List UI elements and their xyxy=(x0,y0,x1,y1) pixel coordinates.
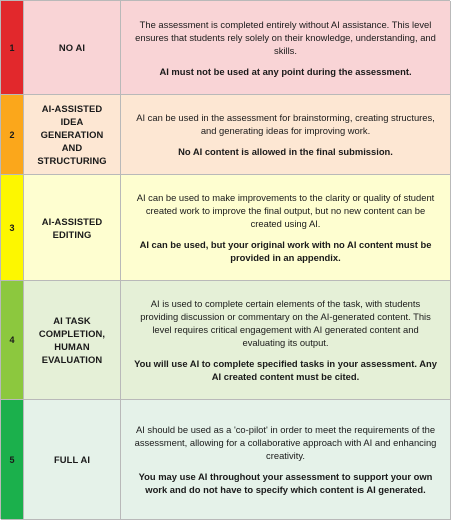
level-name-cell: AI-ASSISTED IDEA GENERATION AND STRUCTURING xyxy=(24,95,121,174)
level-description: AI should be used as a 'co-pilot' in order to meet the requirements of the assessment, allowing for a collaborative approach with AI and enhancing creativity. xyxy=(134,424,437,461)
level-name-cell: AI-ASSISTED EDITING xyxy=(24,175,121,280)
level-name-cell: AI TASK COMPLETION, HUMAN EVALUATION xyxy=(24,281,121,399)
level-description: AI is used to complete certain elements of the task, with students providing discussion or commentary on the AI-generated content. This level requires critical engagement with AI generated content and evaluating its output. xyxy=(140,298,431,348)
level-rule: You may use AI throughout your assessment to support your own work and do not have to specify which content is AI generated. xyxy=(138,471,433,495)
level-number-cell: 3 xyxy=(1,175,24,280)
level-rule: You will use AI to complete specified tasks in your assessment. Any AI created content must be cited. xyxy=(134,358,437,382)
level-number-cell: 1 xyxy=(1,1,24,94)
level-row-1 xyxy=(1,1,451,95)
level-name-cell: FULL AI xyxy=(24,400,121,519)
level-description-cell xyxy=(121,1,451,94)
level-description-cell xyxy=(121,95,451,174)
level-rule: AI must not be used at any point during the assessment. xyxy=(159,65,412,77)
level-row-2 xyxy=(1,95,451,175)
level-row-3 xyxy=(1,175,451,281)
level-number-cell: 5 xyxy=(1,400,24,519)
level-row-5 xyxy=(1,400,451,520)
level-description: The assessment is completed entirely without AI assistance. This level ensures that students rely solely on their knowledge, understanding, and skills. xyxy=(135,18,436,56)
level-rule: No AI content is allowed in the final submission. xyxy=(178,146,393,157)
level-description: AI can be used in the assessment for brainstorming, creating structures, and generating ideas for improving work. xyxy=(136,112,435,136)
level-number-cell: 2 xyxy=(1,95,24,174)
level-name-cell: NO AI xyxy=(24,1,121,94)
level-rule: AI can be used, but your original work with no AI content must be provided in an appendix. xyxy=(139,239,432,263)
level-number-cell: 4 xyxy=(1,281,24,399)
level-description-cell xyxy=(121,281,451,399)
level-description-cell xyxy=(121,175,451,280)
level-row-4 xyxy=(1,281,451,400)
level-description-cell xyxy=(121,400,451,519)
level-description: AI can be used to make improvements to the clarity or quality of student created work to improve the final output, but no new content can be created using AI. xyxy=(136,192,435,229)
